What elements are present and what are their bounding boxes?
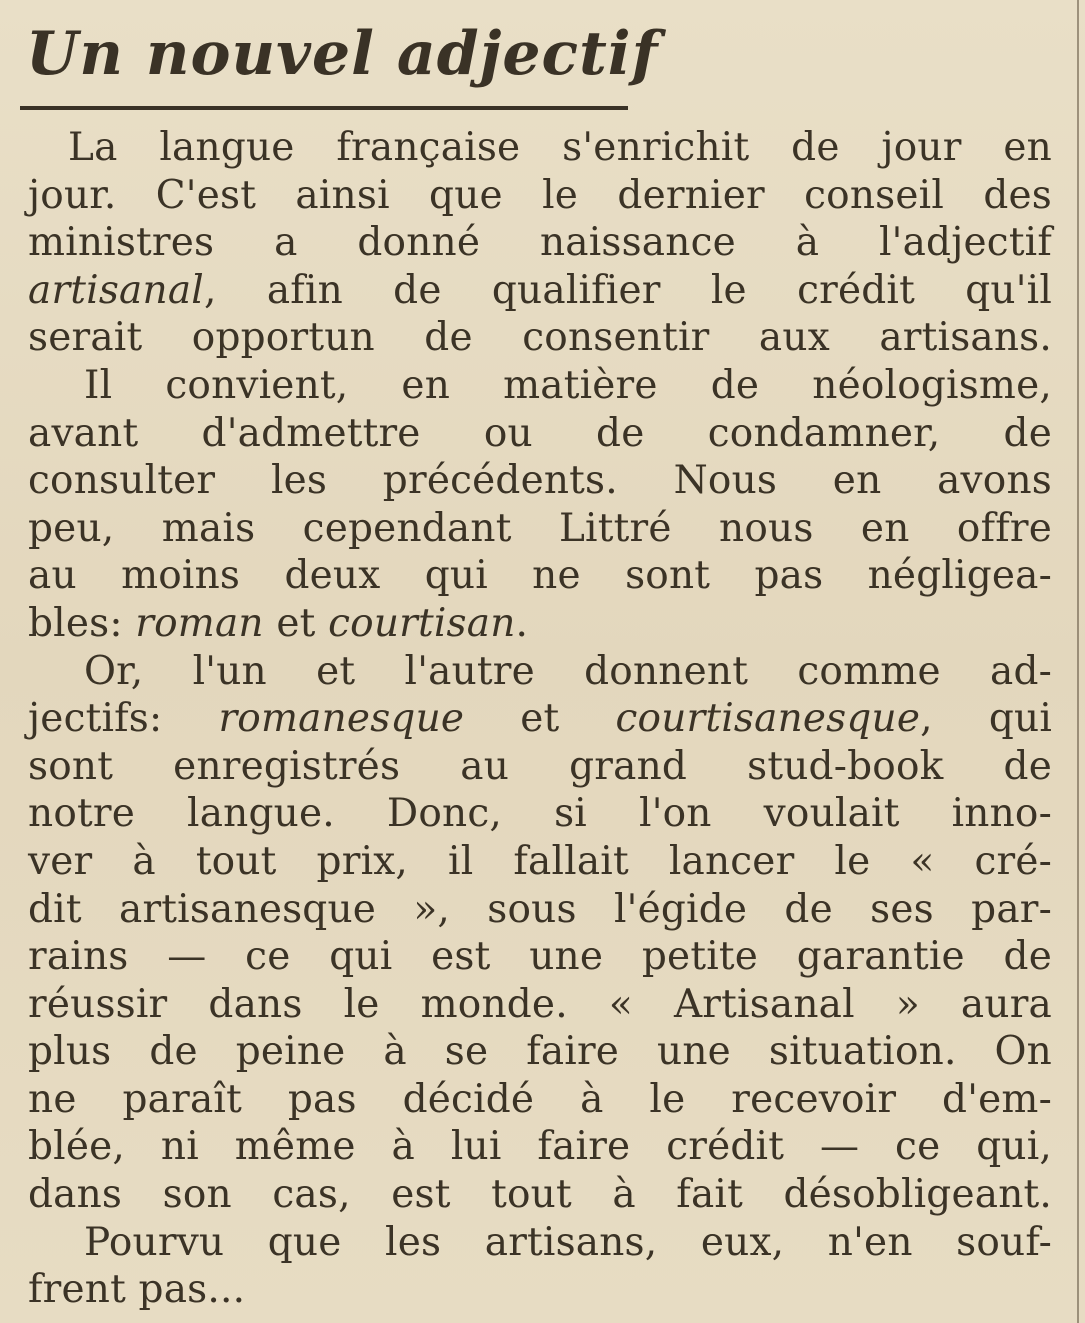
article-line: artisanal, afin de qualifier le crédit qu'il (28, 267, 1052, 313)
article-line: blée, ni même à lui faire crédit — ce qui, (28, 1124, 1052, 1170)
article-line: rains — ce qui est une petite garantie de (28, 934, 1052, 980)
article-line: ne paraît pas décidé à le recevoir d'em- (28, 1076, 1052, 1122)
article-line: avant d'admettre ou de condamner, de (28, 410, 1052, 456)
article-line: Pourvu que les artisans, eux, n'en souf- (84, 1219, 1052, 1265)
article-line: peu, mais cependant Littré nous en offre (28, 505, 1052, 551)
article-line: bles: roman et courtisan. (28, 600, 529, 646)
article-line: ministres a donné naissance à l'adjectif (28, 220, 1052, 266)
article-line: plus de peine à se faire une situation. On (28, 1029, 1052, 1075)
italic-word: courtisanesque (615, 696, 921, 742)
article-line: dit artisanesque », sous l'égide de ses par- (28, 886, 1052, 932)
article-line: réussir dans le monde. « Artisanal » aura (28, 981, 1052, 1027)
article-line: sont enregistrés au grand stud-book de (28, 743, 1052, 789)
article-line: ver à tout prix, il fallait lancer le « cré- (28, 838, 1052, 884)
article-line: jectifs: romanesque et courtisanesque, qui (28, 696, 1052, 742)
article-line: Il convient, en matière de néologisme, (84, 362, 1052, 408)
italic-word: artisanal (28, 267, 204, 313)
italic-word: courtisan (328, 600, 516, 646)
clipping-edge (1077, 0, 1079, 1323)
title-underline (20, 106, 628, 110)
article-line: consulter les précédents. Nous en avons (28, 458, 1052, 504)
article-line: frent pas... (28, 1267, 246, 1313)
article-line: notre langue. Donc, si l'on voulait inno- (28, 791, 1052, 837)
article-line: serait opportun de consentir aux artisans. (28, 315, 1052, 361)
article-body (28, 124, 1052, 1314)
article-line: au moins deux qui ne sont pas négligea- (28, 553, 1052, 599)
article-line: La langue française s'enrichit de jour en (68, 125, 1052, 170)
italic-word: roman (135, 600, 264, 646)
article-line: jour. C'est ainsi que le dernier conseil des (28, 172, 1052, 218)
article-line: Or, l'un et l'autre donnent comme ad- (84, 648, 1052, 694)
article-line: dans son cas, est tout à fait désobligeant. (28, 1172, 1052, 1218)
italic-word: romanesque (218, 696, 465, 742)
article-title: Un nouvel adjectif (26, 19, 659, 89)
